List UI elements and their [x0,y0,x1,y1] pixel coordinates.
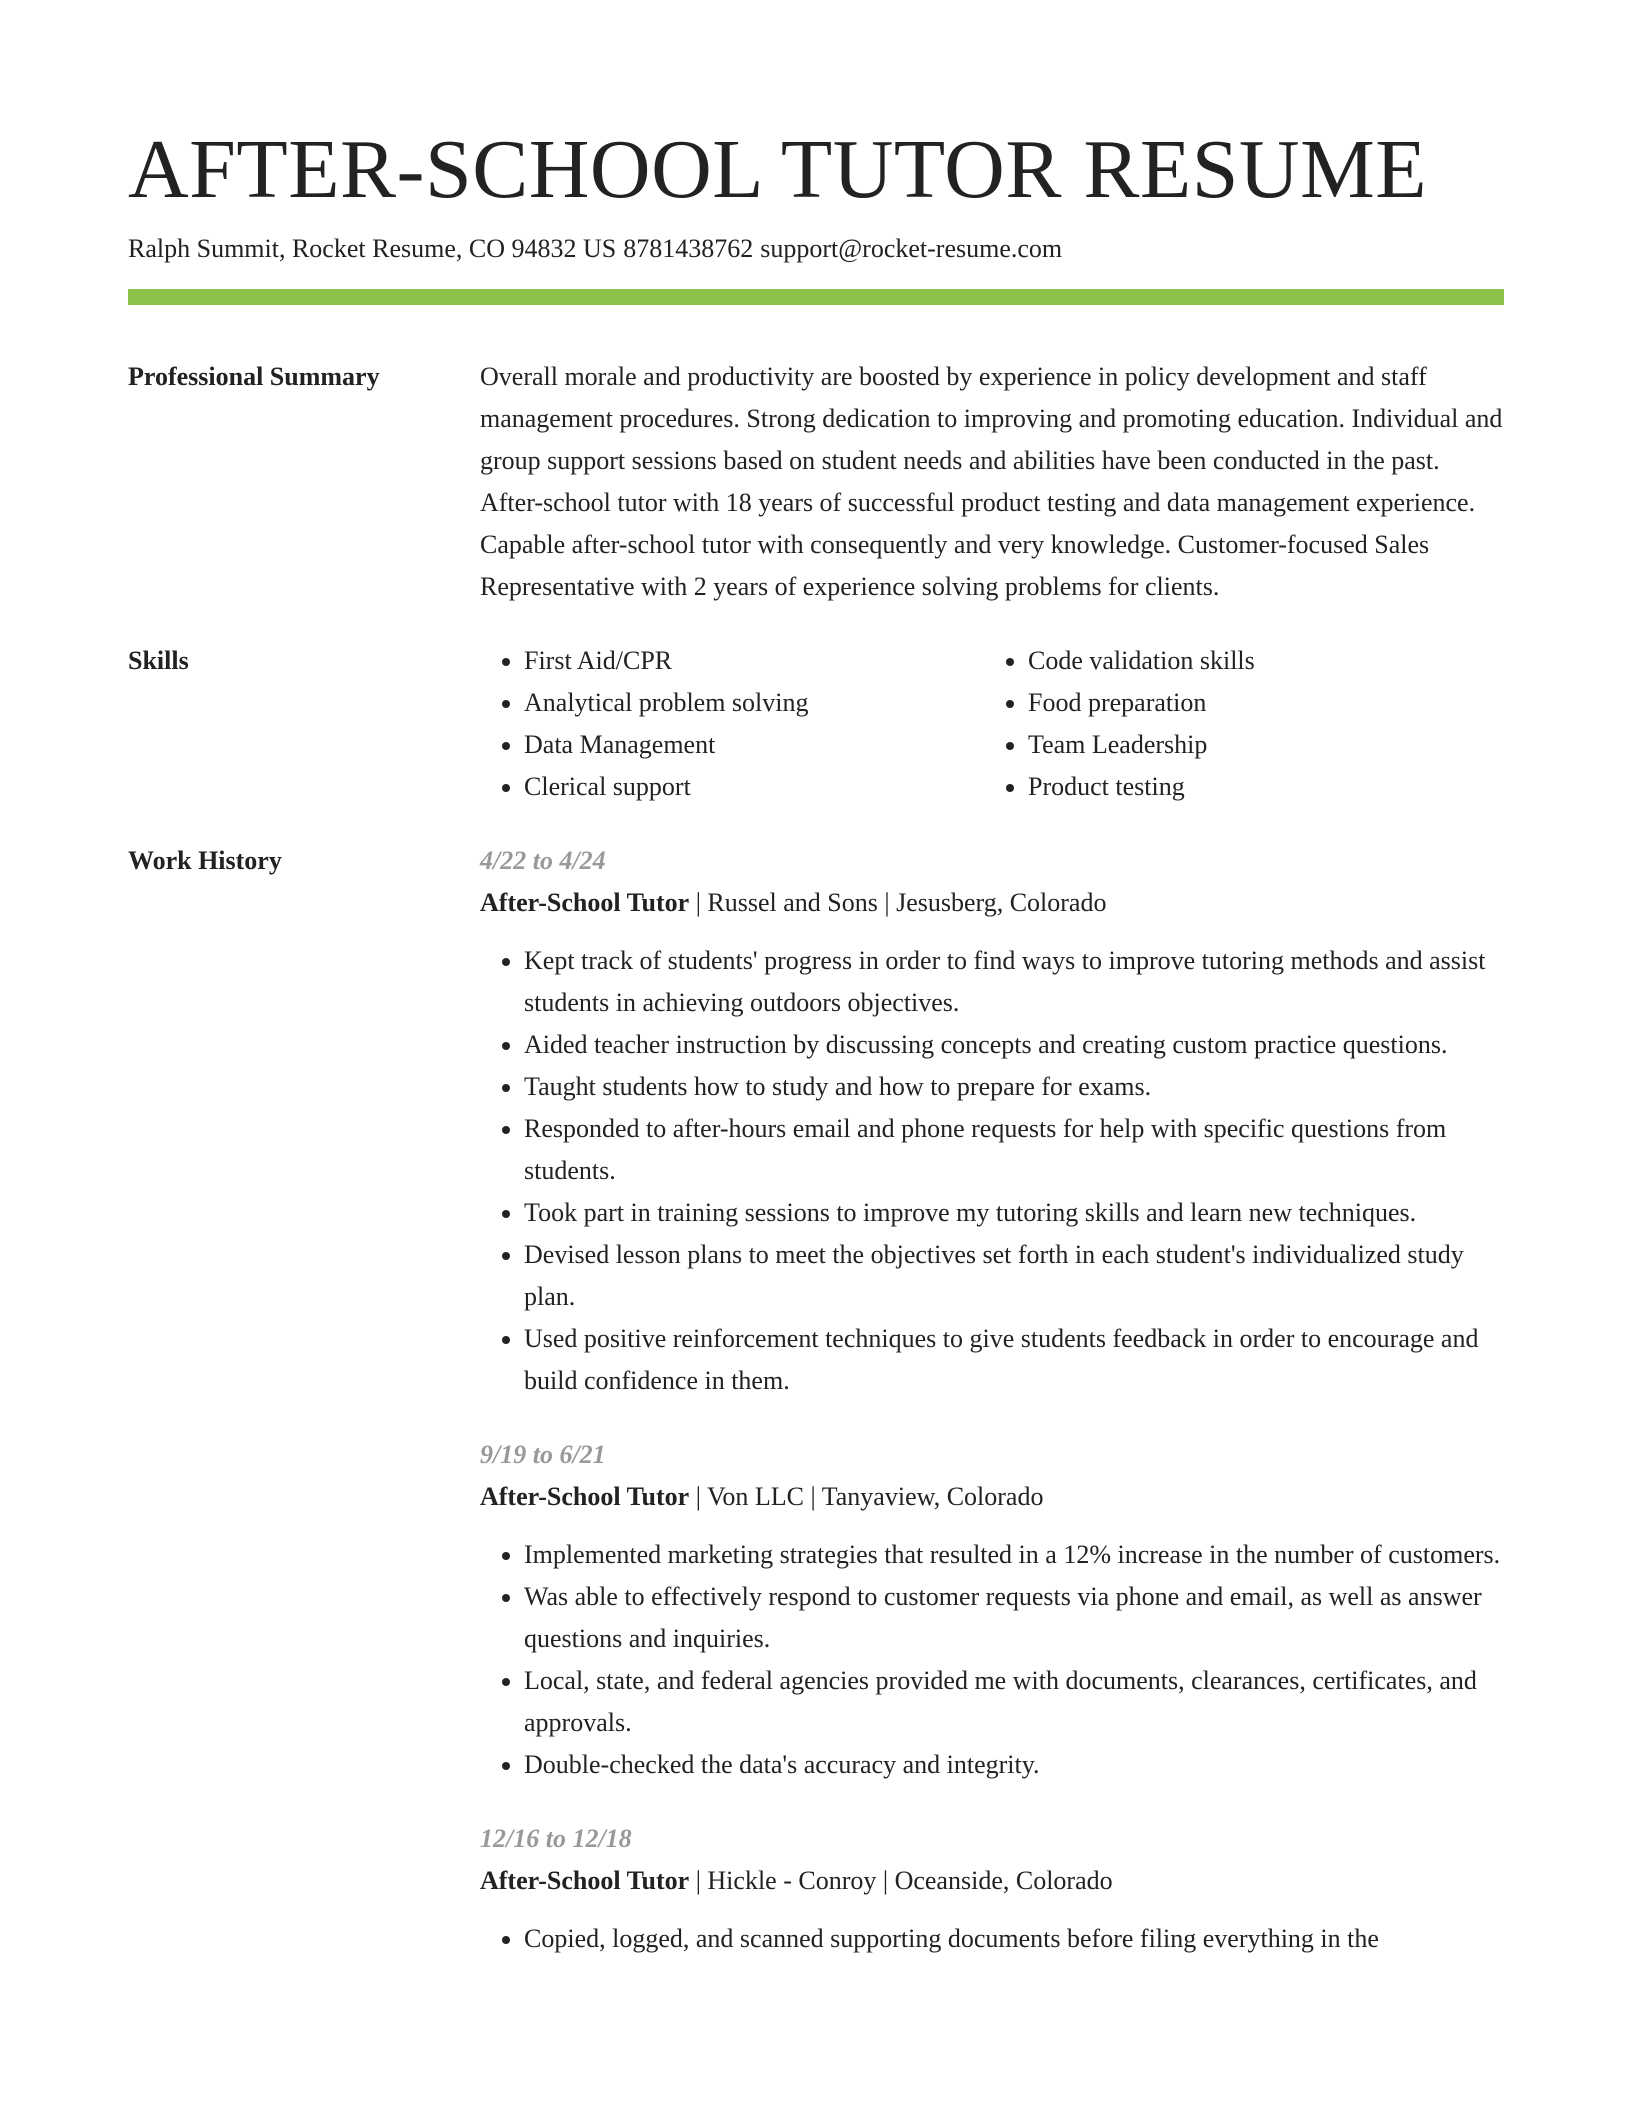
skill-item: • Analytical problem solving [524,682,984,724]
contact-email: support@rocket-resume.com [760,234,1063,263]
job-heading [480,1860,1504,1902]
job-heading [480,882,1504,924]
skill-item: • Team Leadership [1028,724,1504,766]
job-entry [480,840,1504,1402]
job-dates: 9/19 to 6/21 [480,1440,606,1469]
job-bullet: • Devised lesson plans to meet the objectives set forth in each student's individualized study plan. [524,1234,1504,1318]
skill-item: • First Aid/CPR [524,640,984,682]
job-bullets [480,1534,1504,1786]
summary-body [480,356,1504,608]
skills-list-left [480,640,984,808]
job-bullet: • Local, state, and federal agencies provided me with documents, clearances, certificates, and approvals. [524,1660,1504,1744]
contact-phone: 8781438762 [623,234,754,263]
job-dates: 4/22 to 4/24 [480,846,606,875]
job-employer: | Russel and Sons | Jesusberg, Colorado [689,888,1107,917]
work-history-section [128,840,1504,1960]
skill-item: • Food preparation [1028,682,1504,724]
job-bullet: • Kept track of students' progress in order to find ways to improve tutoring methods and assist students in achieving outdoors objectives. [524,940,1504,1024]
skills-list-right [984,640,1504,808]
job-title: After-School Tutor [480,1866,690,1895]
contact-line [128,230,1504,268]
job-title: After-School Tutor [480,888,690,917]
header-divider [128,289,1504,305]
section-label-summary: Professional Summary [128,362,380,391]
job-bullet: • Used positive reinforcement techniques to give students feedback in order to encourage and build confidence in them. [524,1318,1504,1402]
job-bullets [480,940,1504,1402]
summary-text: Overall morale and productivity are boosted by experience in policy development and staff management procedures. Strong dedication to improving and promoting education. Individual and group support sessions based on student needs and abilities have been conducted in the past. After-school tutor with 18 years of successful product testing and data management experience. Capable after-school tutor with consequently and very knowledge. Customer-focused Sales Representative with 2 years of experience solving problems for clients. [480,362,1503,601]
job-employer: | Hickle - Conroy | Oceanside, Colorado [689,1866,1113,1895]
job-bullet: • Copied, logged, and scanned supporting documents before filing everything in the [524,1918,1504,1960]
professional-summary-section [128,356,1504,608]
job-heading [480,1476,1504,1518]
job-entry [480,1818,1504,1960]
skills-section [128,640,1504,808]
skills-body [480,640,1504,808]
job-bullet: • Taught students how to study and how to prepare for exams. [524,1066,1504,1108]
job-bullet: • Took part in training sessions to improve my tutoring skills and learn new techniques. [524,1192,1504,1234]
resume-title: AFTER-SCHOOL TUTOR RESUME [128,123,1428,216]
job-bullet: • Aided teacher instruction by discussing concepts and creating custom practice questions. [524,1024,1504,1066]
contact-address: Ralph Summit, Rocket Resume, CO 94832 US [128,234,617,263]
job-employer: | Von LLC | Tanyaview, Colorado [689,1482,1044,1511]
skill-item: • Clerical support [524,766,984,808]
skill-item: • Data Management [524,724,984,766]
job-bullet: • Was able to effectively respond to customer requests via phone and email, as well as answer questions and inquiries. [524,1576,1504,1660]
work-history-body [480,840,1504,1960]
job-bullet: • Double-checked the data's accuracy and integrity. [524,1744,1504,1786]
job-bullet: • Responded to after-hours email and phone requests for help with specific questions from students. [524,1108,1504,1192]
section-label-skills: Skills [128,646,189,675]
skill-item: • Code validation skills [1028,640,1504,682]
job-bullets [480,1918,1504,1960]
skill-item: • Product testing [1028,766,1504,808]
section-label-work: Work History [128,846,282,875]
job-dates: 12/16 to 12/18 [480,1824,632,1853]
resume-page [128,118,1504,1960]
job-entry [480,1434,1504,1786]
job-bullet: • Implemented marketing strategies that resulted in a 12% increase in the number of customers. [524,1534,1504,1576]
job-title: After-School Tutor [480,1482,690,1511]
